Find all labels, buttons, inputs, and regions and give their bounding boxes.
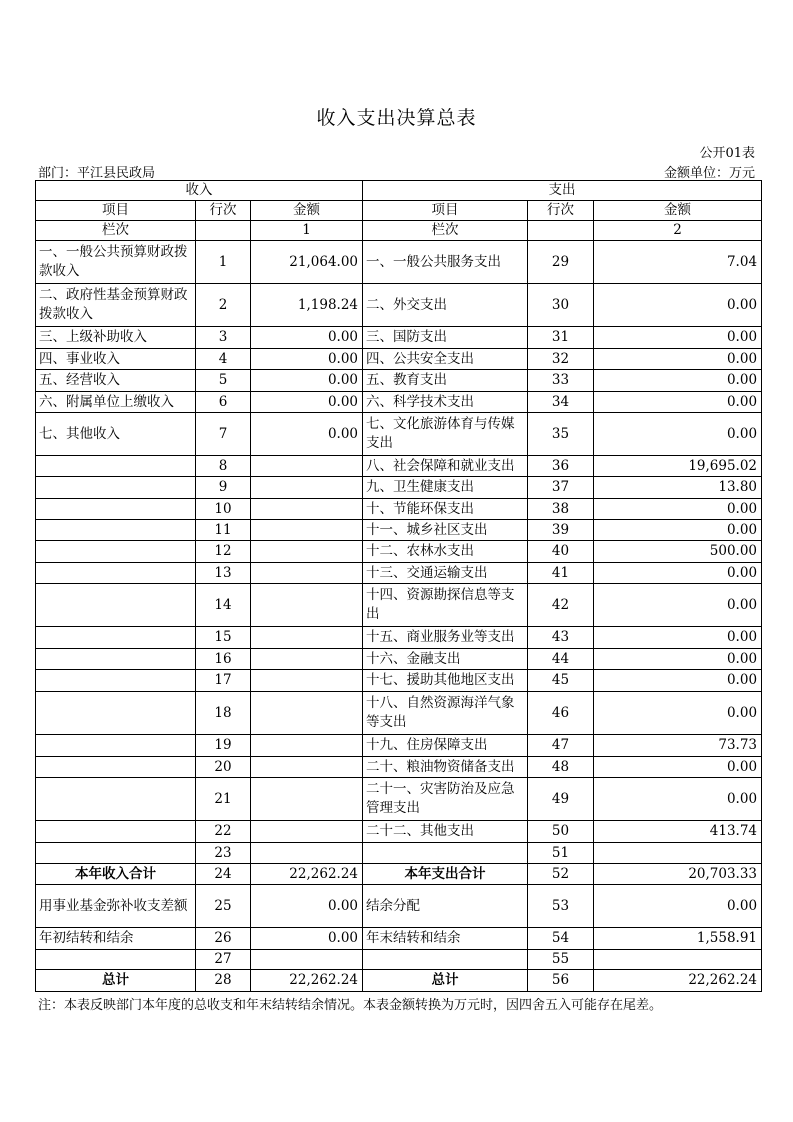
expense-line-cell: 52 <box>528 864 594 885</box>
income-line-cell: 6 <box>196 392 251 413</box>
expense-line-cell: 45 <box>528 670 594 692</box>
expense-item-cell: 二十、粮油物资储备支出 <box>363 757 528 778</box>
income-line-cell: 12 <box>196 541 251 563</box>
expense-amount-cell: 19,695.02 <box>594 456 762 477</box>
table-row <box>36 520 762 541</box>
empty-cell <box>196 221 251 241</box>
income-amount-cell <box>251 627 363 649</box>
income-line-cell: 17 <box>196 670 251 692</box>
expense-line-cell: 50 <box>528 821 594 843</box>
income-amount-cell: 21,064.00 <box>251 241 363 284</box>
expense-line-cell: 31 <box>528 327 594 349</box>
income-line-cell: 7 <box>196 413 251 456</box>
expense-item-cell: 本年支出合计 <box>363 864 528 885</box>
income-line-cell: 9 <box>196 477 251 499</box>
table-row <box>36 649 762 670</box>
income-amount-cell <box>251 477 363 499</box>
expense-amount-cell: 0.00 <box>594 284 762 327</box>
income-amount-cell <box>251 843 363 864</box>
expense-amount-cell: 0.00 <box>594 563 762 584</box>
expense-item-cell: 二、外交支出 <box>363 284 528 327</box>
table-row <box>36 563 762 584</box>
empty-cell <box>528 221 594 241</box>
expense-line-cell: 53 <box>528 885 594 928</box>
income-amount-cell: 0.00 <box>251 413 363 456</box>
page-title: 收入支出决算总表 <box>316 107 477 129</box>
expense-amount-cell: 0.00 <box>594 370 762 392</box>
income-line-cell: 11 <box>196 520 251 541</box>
income-amount-cell <box>251 584 363 627</box>
income-line-cell: 18 <box>196 692 251 735</box>
income-amount-cell <box>251 821 363 843</box>
income-line-cell: 15 <box>196 627 251 649</box>
income-item-cell: 五、经营收入 <box>36 370 196 392</box>
expense-amount-cell: 1,558.91 <box>594 928 762 950</box>
expense-amount-cell: 0.00 <box>594 413 762 456</box>
table-row <box>36 970 762 992</box>
expense-line-cell: 46 <box>528 692 594 735</box>
expense-amount-cell: 0.00 <box>594 885 762 928</box>
table-row <box>36 864 762 885</box>
expense-amount-cell: 500.00 <box>594 541 762 563</box>
table-row <box>36 928 762 950</box>
amount-unit-label: 金额单位：万元 <box>663 166 755 181</box>
expense-item-cell: 年末结转和结余 <box>363 928 528 950</box>
table-row <box>36 757 762 778</box>
expense-line-cell: 37 <box>528 477 594 499</box>
income-column-label: 栏次 <box>36 221 196 241</box>
expense-column-label: 栏次 <box>363 221 528 241</box>
income-item-cell <box>36 477 196 499</box>
income-amount-cell <box>251 950 363 970</box>
expense-header: 支出 <box>363 181 762 201</box>
expense-amount-cell: 0.00 <box>594 327 762 349</box>
income-line-cell: 20 <box>196 757 251 778</box>
income-item-cell <box>36 843 196 864</box>
income-line-cell: 13 <box>196 563 251 584</box>
expense-line-cell: 44 <box>528 649 594 670</box>
table-row <box>36 370 762 392</box>
income-item-cell <box>36 670 196 692</box>
income-amount-cell: 0.00 <box>251 885 363 928</box>
table-body <box>36 241 762 992</box>
table-row <box>36 778 762 821</box>
income-amount-cell <box>251 520 363 541</box>
table-row <box>36 885 762 928</box>
expense-item-cell: 十九、住房保障支出 <box>363 735 528 757</box>
expense-amount-cell: 7.04 <box>594 241 762 284</box>
expense-amount-cell <box>594 843 762 864</box>
expense-item-cell: 总计 <box>363 970 528 992</box>
income-item-cell: 总计 <box>36 970 196 992</box>
income-item-cell <box>36 821 196 843</box>
income-line-cell: 28 <box>196 970 251 992</box>
income-amount-cell <box>251 649 363 670</box>
income-amount-cell: 0.00 <box>251 928 363 950</box>
expense-amount-header: 金额 <box>594 201 762 221</box>
expense-line-cell: 34 <box>528 392 594 413</box>
income-amount-cell <box>251 735 363 757</box>
expense-item-header: 项目 <box>363 201 528 221</box>
income-line-cell: 2 <box>196 284 251 327</box>
expense-item-cell: 十三、交通运输支出 <box>363 563 528 584</box>
department-label: 部门：平江县民政局 <box>38 166 156 181</box>
expense-amount-cell: 0.00 <box>594 499 762 520</box>
expense-amount-cell <box>594 950 762 970</box>
expense-item-cell: 结余分配 <box>363 885 528 928</box>
table-row <box>36 670 762 692</box>
expense-item-cell: 六、科学技术支出 <box>363 392 528 413</box>
expense-line-cell: 29 <box>528 241 594 284</box>
table-row <box>36 284 762 327</box>
income-amount-cell: 22,262.24 <box>251 864 363 885</box>
expense-amount-cell: 0.00 <box>594 584 762 627</box>
expense-item-cell: 二十二、其他支出 <box>363 821 528 843</box>
table-row <box>36 392 762 413</box>
expense-item-cell: 十六、金融支出 <box>363 649 528 670</box>
table-row <box>36 843 762 864</box>
table-row <box>36 735 762 757</box>
expense-line-cell: 33 <box>528 370 594 392</box>
income-amount-cell <box>251 757 363 778</box>
table-row <box>36 349 762 370</box>
expense-item-cell: 七、文化旅游体育与传媒支出 <box>363 413 528 456</box>
income-amount-cell: 0.00 <box>251 370 363 392</box>
expense-item-cell: 十八、自然资源海洋气象等支出 <box>363 692 528 735</box>
table-row <box>36 821 762 843</box>
income-amount-cell: 0.00 <box>251 349 363 370</box>
expense-line-cell: 39 <box>528 520 594 541</box>
table-row <box>36 584 762 627</box>
table-row <box>36 456 762 477</box>
expense-item-cell <box>363 843 528 864</box>
income-item-cell <box>36 692 196 735</box>
expense-amount-cell: 20,703.33 <box>594 864 762 885</box>
expense-line-cell: 54 <box>528 928 594 950</box>
income-line-cell: 8 <box>196 456 251 477</box>
income-item-cell <box>36 778 196 821</box>
expense-item-cell: 十五、商业服务业等支出 <box>363 627 528 649</box>
income-line-cell: 16 <box>196 649 251 670</box>
income-amount-cell: 0.00 <box>251 327 363 349</box>
table-row <box>36 627 762 649</box>
income-item-cell: 用事业基金弥补收支差额 <box>36 885 196 928</box>
table-row <box>36 692 762 735</box>
income-item-cell <box>36 735 196 757</box>
income-item-cell <box>36 456 196 477</box>
expense-amount-cell: 0.00 <box>594 757 762 778</box>
income-item-cell <box>36 541 196 563</box>
income-item-cell: 六、附属单位上缴收入 <box>36 392 196 413</box>
income-item-cell: 年初结转和结余 <box>36 928 196 950</box>
expense-line-cell: 40 <box>528 541 594 563</box>
table-row <box>36 950 762 970</box>
income-line-cell: 23 <box>196 843 251 864</box>
expense-item-cell: 十七、援助其他地区支出 <box>363 670 528 692</box>
income-line-cell: 26 <box>196 928 251 950</box>
expense-line-cell: 41 <box>528 563 594 584</box>
expense-amount-cell: 73.73 <box>594 735 762 757</box>
income-item-cell: 七、其他收入 <box>36 413 196 456</box>
expense-item-cell: 一、一般公共服务支出 <box>363 241 528 284</box>
income-item-cell <box>36 584 196 627</box>
income-line-cell: 14 <box>196 584 251 627</box>
income-item-cell: 三、上级补助收入 <box>36 327 196 349</box>
income-item-cell: 二、政府性基金预算财政拨款收入 <box>36 284 196 327</box>
expense-line-cell: 51 <box>528 843 594 864</box>
income-item-cell <box>36 563 196 584</box>
expense-line-cell: 38 <box>528 499 594 520</box>
expense-line-cell: 35 <box>528 413 594 456</box>
income-line-header: 行次 <box>196 201 251 221</box>
table-row <box>36 499 762 520</box>
expense-column-number: 2 <box>594 221 762 241</box>
form-code: 公开01表 <box>699 146 755 161</box>
expense-item-cell: 四、公共安全支出 <box>363 349 528 370</box>
income-line-cell: 5 <box>196 370 251 392</box>
income-line-cell: 27 <box>196 950 251 970</box>
income-line-cell: 22 <box>196 821 251 843</box>
income-amount-cell <box>251 563 363 584</box>
income-line-cell: 24 <box>196 864 251 885</box>
income-item-cell <box>36 520 196 541</box>
income-amount-cell: 0.00 <box>251 392 363 413</box>
income-item-cell: 本年收入合计 <box>36 864 196 885</box>
income-amount-cell: 1,198.24 <box>251 284 363 327</box>
expense-amount-cell: 413.74 <box>594 821 762 843</box>
expense-item-cell: 十一、城乡社区支出 <box>363 520 528 541</box>
expense-line-cell: 55 <box>528 950 594 970</box>
income-line-cell: 25 <box>196 885 251 928</box>
expense-amount-cell: 13.80 <box>594 477 762 499</box>
income-line-cell: 1 <box>196 241 251 284</box>
income-amount-cell <box>251 778 363 821</box>
income-item-cell <box>36 499 196 520</box>
income-line-cell: 10 <box>196 499 251 520</box>
income-amount-cell <box>251 670 363 692</box>
expense-amount-cell: 0.00 <box>594 392 762 413</box>
expense-line-cell: 48 <box>528 757 594 778</box>
expense-item-cell: 十四、资源勘探信息等支出 <box>363 584 528 627</box>
income-line-cell: 19 <box>196 735 251 757</box>
expense-item-cell: 八、社会保障和就业支出 <box>363 456 528 477</box>
income-item-cell <box>36 950 196 970</box>
income-item-cell: 一、一般公共预算财政拨款收入 <box>36 241 196 284</box>
expense-item-cell: 九、卫生健康支出 <box>363 477 528 499</box>
expense-amount-cell: 0.00 <box>594 349 762 370</box>
table-row <box>36 327 762 349</box>
table-row <box>36 413 762 456</box>
income-amount-cell <box>251 499 363 520</box>
income-line-cell: 4 <box>196 349 251 370</box>
income-column-number: 1 <box>251 221 363 241</box>
expense-line-cell: 30 <box>528 284 594 327</box>
expense-line-cell: 56 <box>528 970 594 992</box>
income-item-cell <box>36 649 196 670</box>
table-row <box>36 477 762 499</box>
income-item-cell: 四、事业收入 <box>36 349 196 370</box>
income-item-header: 项目 <box>36 201 196 221</box>
income-item-cell <box>36 627 196 649</box>
expense-amount-cell: 0.00 <box>594 649 762 670</box>
expense-amount-cell: 0.00 <box>594 670 762 692</box>
expense-line-cell: 36 <box>528 456 594 477</box>
income-amount-cell <box>251 541 363 563</box>
table-row <box>36 541 762 563</box>
expense-amount-cell: 0.00 <box>594 520 762 541</box>
expense-item-cell: 三、国防支出 <box>363 327 528 349</box>
income-line-cell: 3 <box>196 327 251 349</box>
expense-item-cell: 十二、农林水支出 <box>363 541 528 563</box>
expense-item-cell: 二十一、灾害防治及应急管理支出 <box>363 778 528 821</box>
income-amount-cell <box>251 456 363 477</box>
expense-line-cell: 32 <box>528 349 594 370</box>
expense-line-cell: 47 <box>528 735 594 757</box>
expense-amount-cell: 0.00 <box>594 627 762 649</box>
expense-amount-cell: 22,262.24 <box>594 970 762 992</box>
table-row <box>36 241 762 284</box>
expense-item-cell: 五、教育支出 <box>363 370 528 392</box>
expense-amount-cell: 0.00 <box>594 778 762 821</box>
footnote: 注：本表反映部门本年度的总收支和年末结转结余情况。本表金额转换为万元时，因四舍五入可能存在尾差。 <box>38 998 663 1013</box>
income-header: 收入 <box>36 181 363 201</box>
expense-line-cell: 43 <box>528 627 594 649</box>
expense-line-header: 行次 <box>528 201 594 221</box>
income-amount-header: 金额 <box>251 201 363 221</box>
expense-item-cell <box>363 950 528 970</box>
expense-line-cell: 49 <box>528 778 594 821</box>
income-amount-cell <box>251 692 363 735</box>
income-item-cell <box>36 757 196 778</box>
income-line-cell: 21 <box>196 778 251 821</box>
expense-amount-cell: 0.00 <box>594 692 762 735</box>
expense-line-cell: 42 <box>528 584 594 627</box>
income-amount-cell: 22,262.24 <box>251 970 363 992</box>
income-expense-table <box>35 180 762 992</box>
expense-item-cell: 十、节能环保支出 <box>363 499 528 520</box>
